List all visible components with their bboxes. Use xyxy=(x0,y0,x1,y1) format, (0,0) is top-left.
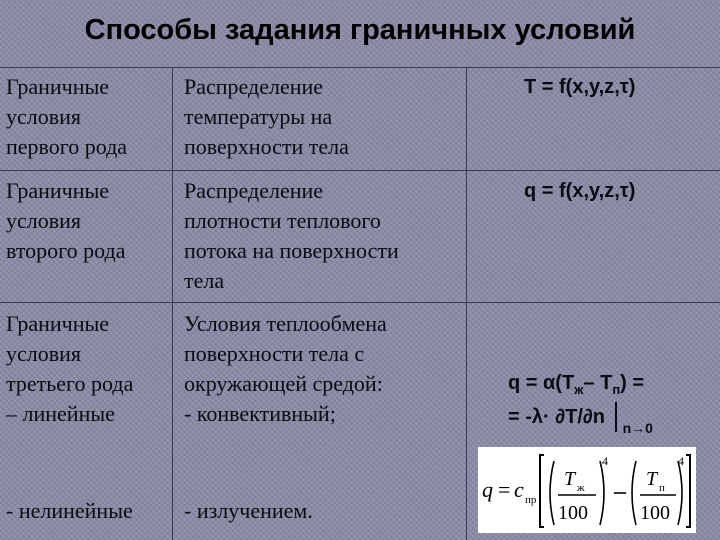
cell-line: поверхности тела xyxy=(184,134,349,159)
table-row-2-name xyxy=(6,176,166,266)
cell-line: второго рода xyxy=(6,238,126,263)
cell-line: Граничные xyxy=(6,311,110,336)
table-row-3-description xyxy=(184,309,456,429)
cell-line: температуры на xyxy=(184,104,333,129)
formula-third-kind-line-1 xyxy=(508,372,644,397)
cell-line: условия xyxy=(6,104,82,129)
eq-paren xyxy=(550,461,554,525)
table-row-1-name xyxy=(6,72,166,162)
table-row-4-name xyxy=(6,496,166,526)
eq-t1-subscript: ж xyxy=(577,482,585,494)
page-title: Способы задания граничных условий xyxy=(84,14,636,46)
formula-first-kind: T = f(x,y,z,τ) xyxy=(524,76,636,98)
radiation-equation-svg xyxy=(478,447,696,533)
eq-t2-subscript: п xyxy=(659,482,665,494)
cell-line: Распределение xyxy=(184,74,324,99)
cell-line: - нелинейные xyxy=(6,498,133,523)
eq-right-bracket xyxy=(686,455,690,527)
cell-line: Распределение xyxy=(184,178,324,203)
formula-part: = -λ· ∂T/∂n xyxy=(508,406,605,428)
eq-left-bracket xyxy=(540,455,544,527)
cell-line: поверхности тела с xyxy=(184,341,365,366)
cell-line: окружающей средой: xyxy=(184,371,383,396)
eq-equals: = xyxy=(498,477,511,502)
table-row-4-description xyxy=(184,496,456,526)
eq-paren xyxy=(678,461,682,525)
eq-c: c xyxy=(514,477,524,502)
formula-part: ) = xyxy=(620,372,645,394)
eq-exp: 4 xyxy=(602,454,608,468)
eq-q: q xyxy=(482,477,493,502)
formula-subscript: п xyxy=(612,382,621,397)
formula-bar xyxy=(615,402,617,432)
eq-den: 100 xyxy=(640,502,670,524)
cell-line: первого рода xyxy=(6,134,128,159)
table-row-1-description xyxy=(184,72,456,162)
cell-line: условия xyxy=(6,341,82,366)
formula-part: q = α(T xyxy=(508,372,575,394)
cell-line: - излучением. xyxy=(184,498,313,523)
table-border-top xyxy=(0,67,720,68)
radiation-equation xyxy=(478,447,696,533)
formula-subscript: n→0 xyxy=(622,420,653,436)
cell-line: плотности теплового xyxy=(184,208,381,233)
cell-line: Граничные xyxy=(6,178,110,203)
table-row-2-description xyxy=(184,176,456,296)
cell-line: третьего рода xyxy=(6,371,134,396)
cell-line: тела xyxy=(184,268,225,293)
eq-paren xyxy=(632,461,636,525)
formula-second-kind: q = f(x,y,z,τ) xyxy=(524,180,636,202)
cell-line: - конвективный; xyxy=(184,401,336,426)
eq-t1: T xyxy=(564,468,576,490)
cell-line: Условия теплообмена xyxy=(184,311,387,336)
cell-line: условия xyxy=(6,208,82,233)
formula-third-kind-line-2 xyxy=(508,402,653,436)
cell-line: Граничные xyxy=(6,74,110,99)
formula-subscript: ж xyxy=(574,382,584,397)
column-divider xyxy=(466,67,467,540)
eq-exp: 4 xyxy=(678,454,684,468)
row-divider xyxy=(0,170,720,171)
formula-part: – T xyxy=(583,372,613,394)
column-divider xyxy=(172,67,173,540)
cell-line: потока на поверхности xyxy=(184,238,399,263)
row-divider xyxy=(0,302,720,303)
table-row-3-name xyxy=(6,309,166,429)
eq-c-subscript: пр xyxy=(525,494,537,506)
eq-paren xyxy=(600,461,604,525)
eq-t2: T xyxy=(646,468,658,490)
cell-line: – линейные xyxy=(6,401,115,426)
eq-den: 100 xyxy=(558,502,588,524)
